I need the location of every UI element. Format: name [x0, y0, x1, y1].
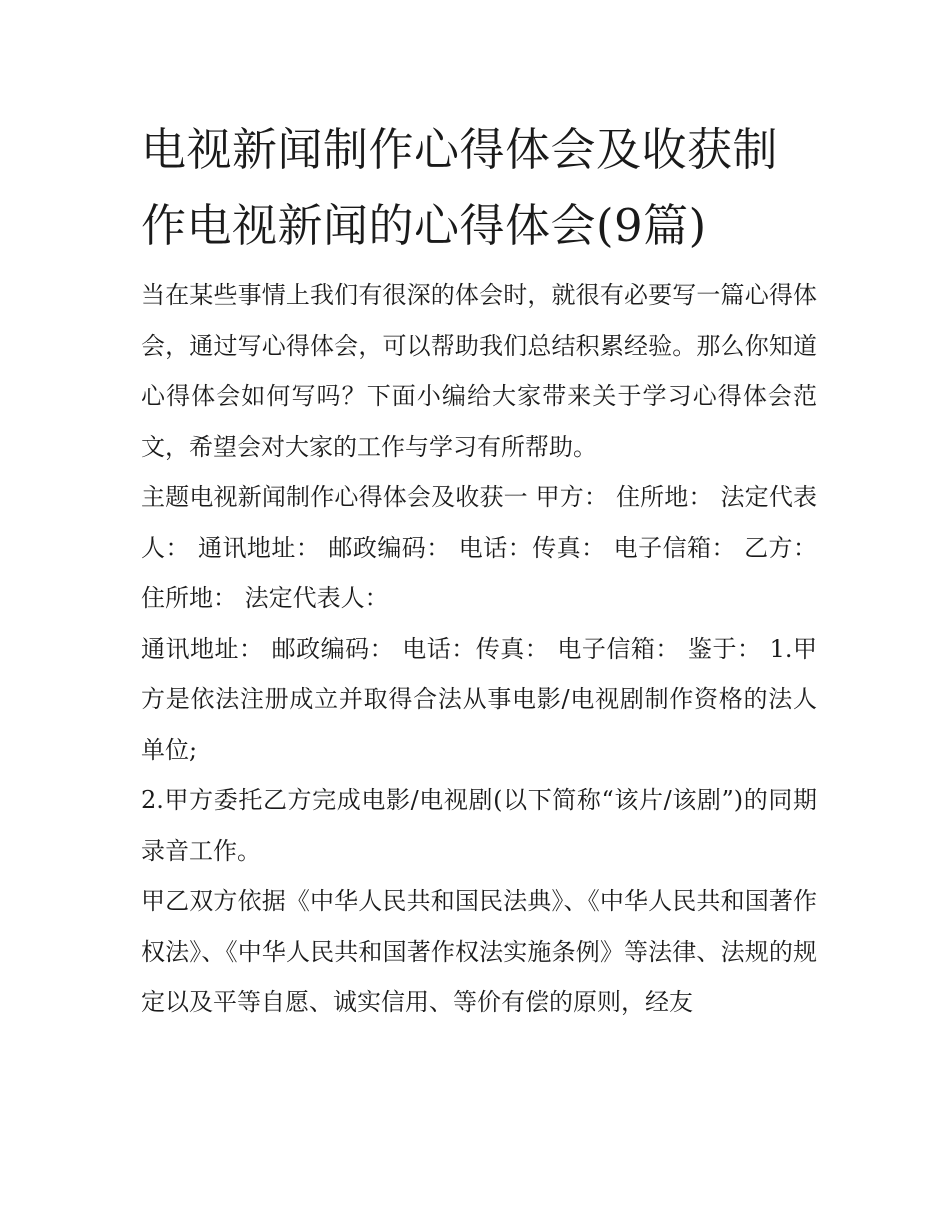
intro-paragraph: 当在某些事情上我们有很深的体会时，就很有必要写一篇心得体会，通过写心得体会，可以帮助我们总结积累经验。那么你知道心得体会如何写吗？下面小编给大家带来关于学习心得体会范文，希望会对大家的工作与学习有所帮助。 [141, 281, 817, 461]
contract-recitals-paragraph: 通讯地址： 邮政编码： 电话：传真： 电子信箱： 鉴于： 1.甲方是依法注册成立并取得合法从事电影/电视剧制作资格的法人单位; [141, 634, 817, 764]
commission-paragraph: 2.甲方委托乙方完成电影/电视剧(以下简称“该片/该剧”)的同期录音工作。 [141, 786, 817, 865]
document-title: 电视新闻制作心得体会及收获制作电视新闻的心得体会(9篇) [141, 123, 779, 252]
document-body [141, 112, 817, 1028]
contract-parties-paragraph: 主题电视新闻制作心得体会及收获一 甲方： 住所地： 法定代表人： 通讯地址： 邮政编码： 电话：传真： 电子信箱： 乙方： 住所地： 法定代表人： [141, 483, 817, 612]
legal-basis-paragraph: 甲乙双方依据《中华人民共和国民法典》、《中华人民共和国著作权法》、《中华人民共和国著作权法实施条例》等法律、法规的规定以及平等自愿、诚实信用、等价有偿的原则，经友 [141, 887, 817, 1016]
